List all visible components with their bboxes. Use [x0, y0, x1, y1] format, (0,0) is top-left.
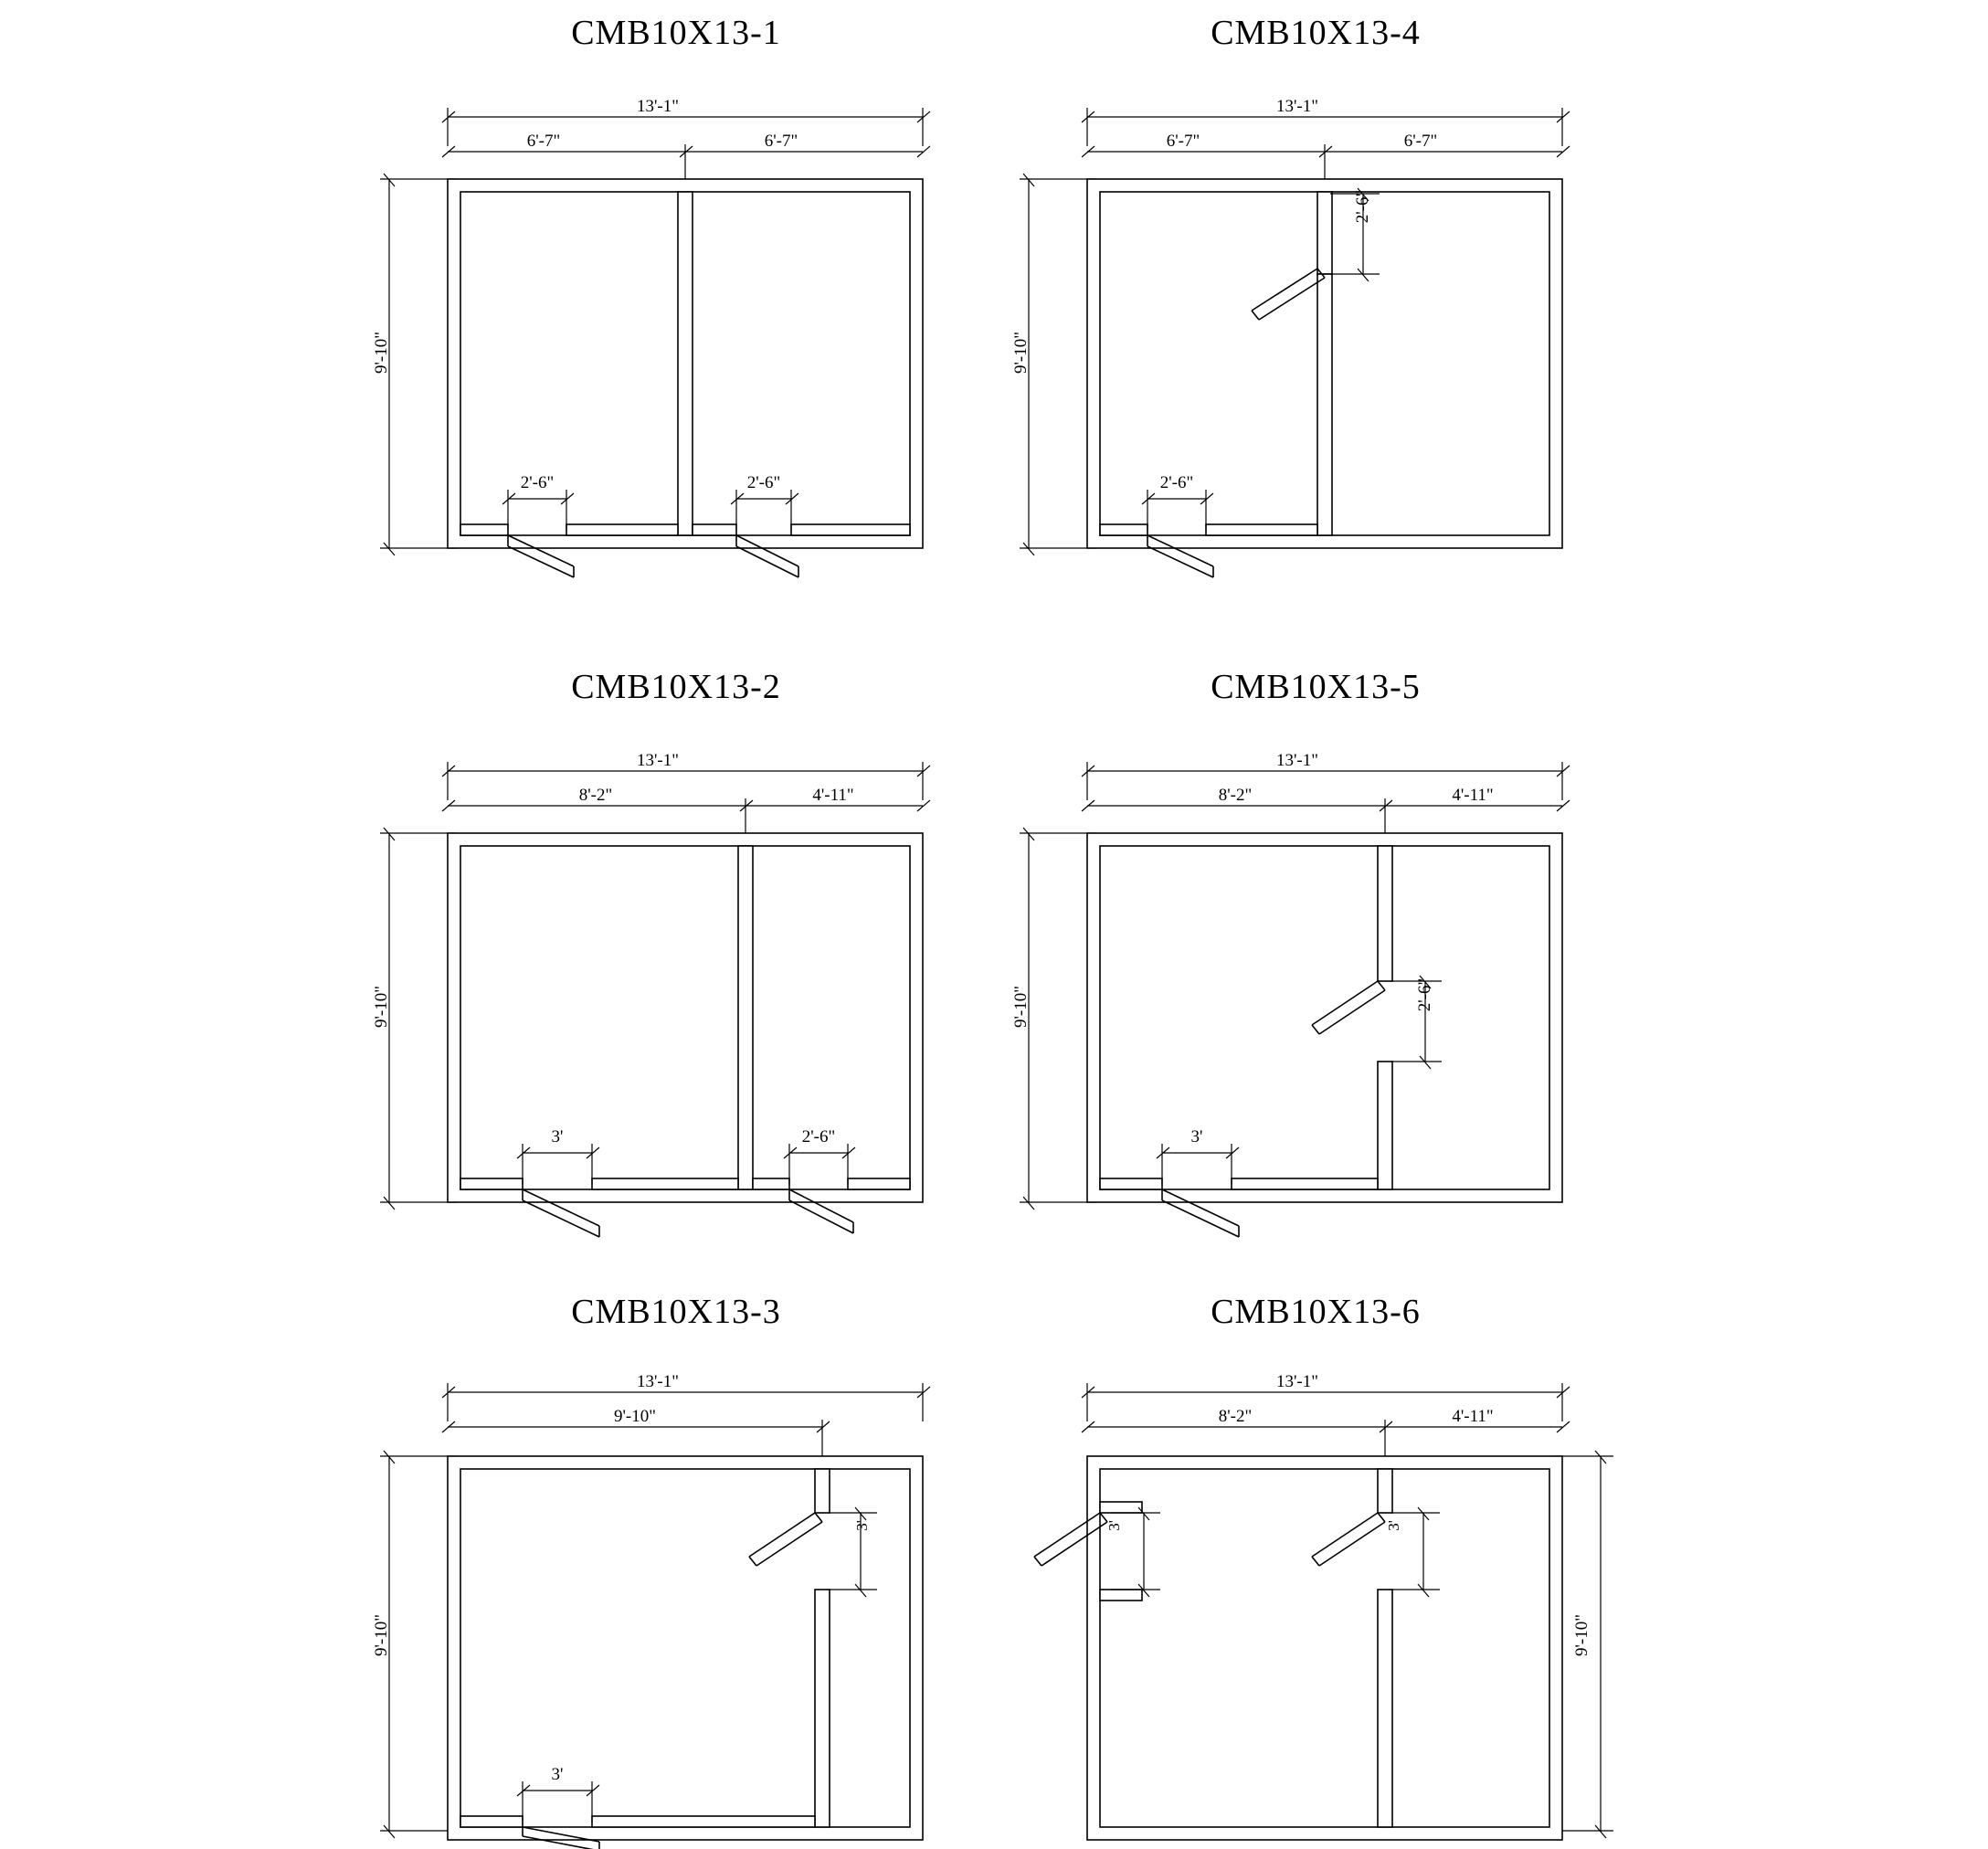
label-door-2: 3' [1385, 1520, 1402, 1531]
label-bay-1: 9'-10" [613, 1407, 656, 1426]
label-door-1: 3' [1105, 1520, 1123, 1531]
plan-drawing [987, 1283, 1644, 1849]
plan-title: CMB10X13-5 [1211, 668, 1421, 706]
door-left [1100, 524, 1317, 577]
label-door-1: 3' [551, 1765, 564, 1784]
label-overall-height: 9'-10" [372, 332, 391, 375]
label-overall-width: 13'-1" [1275, 97, 1318, 116]
label-overall-width: 13'-1" [636, 97, 679, 116]
label-bay-2: 4'-11" [812, 786, 854, 805]
partition-wall [678, 192, 693, 535]
label-door-interior: 2'-6" [1415, 977, 1434, 1012]
plan-title: CMB10X13-4 [1211, 14, 1421, 52]
label-overall-width: 13'-1" [1275, 751, 1318, 770]
door-left [460, 524, 678, 577]
label-bay-2: 6'-7" [1403, 132, 1438, 151]
plan-title: CMB10X13-1 [571, 14, 781, 52]
door-left [1100, 1178, 1378, 1237]
label-bay-1: 6'-7" [526, 132, 561, 151]
building-outline [448, 1456, 923, 1840]
label-bay-1: 8'-2" [1218, 1407, 1253, 1426]
building-outline [1087, 1456, 1562, 1840]
label-overall-height: 9'-10" [1572, 1614, 1591, 1657]
floor-plan-cmb10x13-6 [987, 1283, 1644, 1849]
floor-plan-cmb10x13-1 [347, 0, 1005, 603]
floor-plan-cmb10x13-4 [987, 0, 1644, 603]
plan-title: CMB10X13-2 [571, 668, 781, 706]
label-door-2: 2'-6" [801, 1127, 836, 1146]
label-overall-width: 13'-1" [1275, 1372, 1318, 1391]
label-door-1: 3' [551, 1127, 564, 1146]
label-door-interior: 2'-6" [1353, 189, 1372, 224]
label-bay-1: 8'-2" [1218, 786, 1253, 805]
label-overall-width: 13'-1" [636, 1372, 679, 1391]
label-overall-height: 9'-10" [372, 986, 391, 1029]
plan-drawing [347, 654, 1005, 1257]
building-outline [1087, 833, 1562, 1202]
floor-plan-cmb10x13-2 [347, 654, 1005, 1257]
label-overall-width: 13'-1" [636, 751, 679, 770]
label-bay-2: 4'-11" [1452, 1407, 1494, 1426]
label-door-1: 3' [1190, 1127, 1203, 1146]
label-door-interior: 3' [853, 1520, 871, 1531]
partition-wall [1317, 153, 1332, 535]
label-door-1: 2'-6" [1159, 473, 1194, 492]
label-overall-height: 9'-10" [372, 1614, 391, 1657]
plan-drawing [347, 0, 1005, 603]
plan-drawing [987, 0, 1644, 603]
partition-wall [738, 846, 753, 1189]
plan-title: CMB10X13-6 [1211, 1293, 1421, 1331]
plan-title: CMB10X13-3 [571, 1293, 781, 1331]
floor-plan-cmb10x13-3 [347, 1283, 1005, 1849]
plan-drawing [347, 1283, 1005, 1849]
label-overall-height: 9'-10" [1011, 332, 1031, 375]
door-left [460, 1178, 738, 1237]
label-bay-2: 6'-7" [764, 132, 798, 151]
label-bay-1: 8'-2" [578, 786, 613, 805]
label-bay-1: 6'-7" [1166, 132, 1200, 151]
label-bay-2: 4'-11" [1452, 786, 1494, 805]
door-right [693, 524, 910, 577]
floor-plan-cmb10x13-5 [987, 654, 1644, 1257]
label-door-1: 2'-6" [520, 473, 555, 492]
label-door-2: 2'-6" [746, 473, 781, 492]
label-overall-height: 9'-10" [1011, 986, 1031, 1029]
plan-drawing [987, 654, 1644, 1257]
